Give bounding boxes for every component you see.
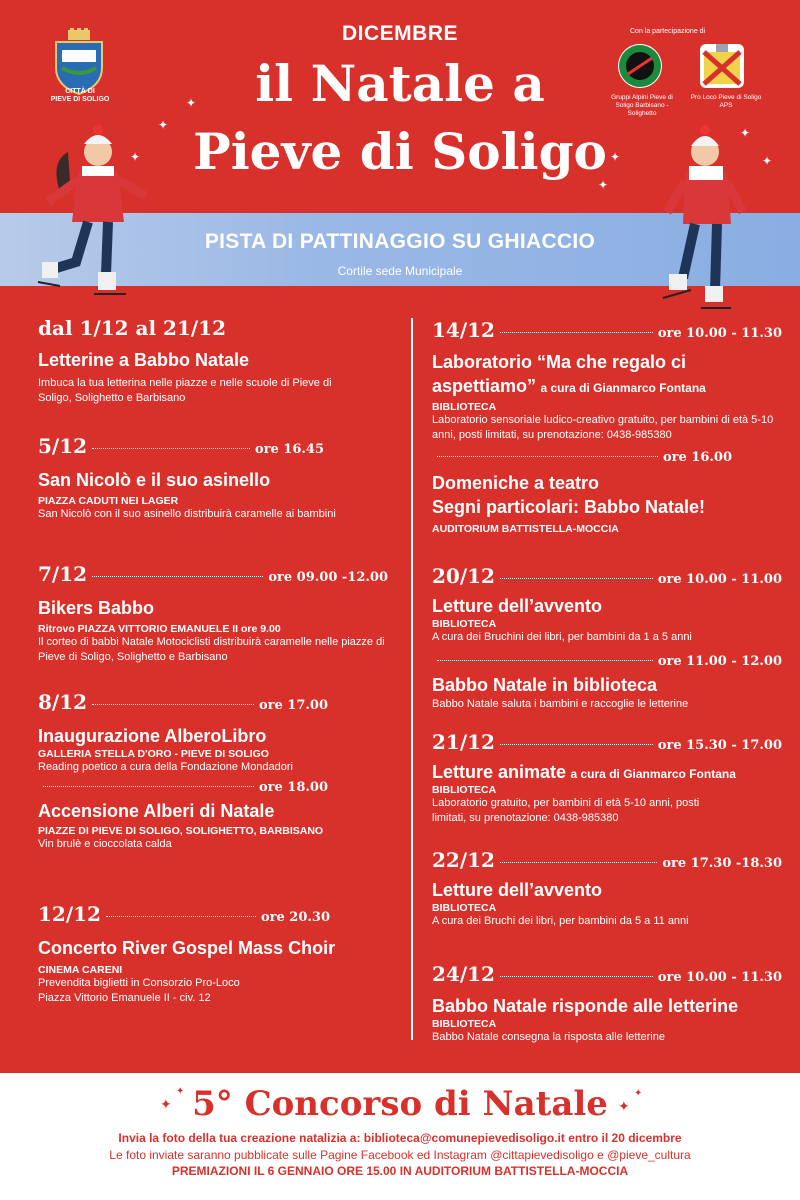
event-title: aspettiamo” bbox=[432, 376, 537, 396]
dotted-leader bbox=[500, 976, 653, 977]
event-item bbox=[432, 730, 782, 826]
star-icon: ✦ bbox=[176, 1086, 185, 1097]
star-icon: ✦ bbox=[598, 178, 609, 192]
star-icon: ✦ bbox=[634, 1088, 643, 1099]
column-divider bbox=[411, 318, 413, 1040]
event-description: Il corteo di babbi Natale Motociclisti distribuirà caramelle nelle piazze di Pieve di Soligo, Solighetto e Barbisano bbox=[38, 636, 385, 663]
event-title: Letture animate bbox=[432, 762, 567, 782]
event-place: GALLERIA STELLA D'ORO - PIEVE DI SOLIGO bbox=[38, 748, 269, 760]
dotted-leader bbox=[92, 704, 254, 705]
star-icon: ✦ bbox=[186, 96, 197, 110]
event-place: PIAZZA CADUTI NEI LAGER bbox=[38, 495, 179, 507]
event-date: 24/12 bbox=[432, 962, 495, 986]
event-time: ore 17.00 bbox=[258, 698, 328, 713]
event-item bbox=[432, 564, 782, 645]
event-title: Letterine a Babbo Natale bbox=[38, 350, 250, 370]
event-place: AUDITORIUM BATTISTELLA-MOCCIA bbox=[432, 523, 619, 535]
dotted-leader bbox=[500, 862, 657, 863]
event-date-row bbox=[38, 434, 324, 458]
dotted-leader bbox=[92, 448, 250, 449]
partner2-caption: Pro Loco Pieve di Soligo APS bbox=[690, 94, 762, 109]
event-time: ore 16.45 bbox=[254, 442, 324, 457]
contest-instructions: Invia la foto della tua creazione natalizia a: biblioteca@comunepievedisoligo.it entro il 20 dicembre bbox=[118, 1131, 682, 1145]
event-date: 8/12 bbox=[38, 690, 88, 714]
partner1-caption: Gruppi Alpini Pieve di Soligo Barbisano - Solighetto bbox=[611, 94, 673, 117]
event-item bbox=[432, 450, 782, 535]
event-date-row bbox=[432, 564, 782, 588]
partners-label: Con la partecipazione di bbox=[630, 28, 706, 35]
dotted-leader bbox=[437, 660, 653, 661]
contest-title: 5° Concorso di Natale bbox=[192, 1084, 608, 1124]
event-description: San Nicolò con il suo asinello distribuirà caramelle ai bambini bbox=[38, 508, 336, 520]
event-curator: a cura di Gianmarco Fontana bbox=[540, 381, 706, 395]
event-title: San Nicolò e il suo asinello bbox=[38, 470, 271, 490]
event-title: Bikers Babbo bbox=[38, 598, 155, 618]
event-title: Inaugurazione AlberoLibro bbox=[38, 726, 267, 746]
event-time: ore 17.30 -18.30 bbox=[662, 856, 782, 871]
alpini-logo bbox=[618, 44, 662, 88]
event-place: BIBLIOTECA bbox=[432, 1018, 497, 1030]
crest-caption: CITTÀ DI PIEVE DI SOLIGO bbox=[50, 88, 110, 103]
star-icon: ✦ bbox=[762, 154, 773, 168]
event-time: ore 09.00 -12.00 bbox=[268, 570, 388, 585]
event-title: Letture dell’avvento bbox=[432, 596, 603, 616]
event-item bbox=[432, 848, 782, 929]
event-item bbox=[38, 562, 388, 665]
event-place: PIAZZE DI PIEVE DI SOLIGO, SOLIGHETTO, BARBISANO bbox=[38, 825, 324, 837]
event-date: 22/12 bbox=[432, 848, 495, 872]
event-place: BIBLIOTECA bbox=[432, 401, 497, 413]
event-date-row bbox=[432, 848, 782, 872]
event-title: Laboratorio “Ma che regalo ci bbox=[432, 352, 687, 372]
event-date-row bbox=[38, 902, 330, 926]
star-icon: ✦ bbox=[618, 1098, 630, 1114]
event-curator: a cura di Gianmarco Fontana bbox=[570, 767, 736, 781]
dotted-leader bbox=[500, 744, 653, 745]
star-icon: ✦ bbox=[610, 150, 621, 164]
page-title-line1: il Natale a bbox=[255, 54, 545, 113]
event-title: Letture dell’avvento bbox=[432, 880, 603, 900]
dotted-leader bbox=[437, 456, 658, 457]
event-description: Laboratorio sensoriale ludico-creativo gratuito, per bambini di età 5-10 anni, posti limitati, su prenotazione: 0438-985380 bbox=[432, 414, 774, 441]
event-item bbox=[432, 654, 782, 712]
event-description: Reading poetico a cura della Fondazione Mondadori bbox=[38, 761, 294, 773]
event-title: Babbo Natale in biblioteca bbox=[432, 675, 658, 695]
event-date-row bbox=[432, 962, 782, 986]
event-time: ore 15.30 - 17.00 bbox=[657, 738, 782, 753]
event-title-row bbox=[432, 760, 782, 784]
event-item bbox=[38, 316, 388, 406]
event-description: A cura dei Bruchi dei libri, per bambini da 5 a 11 anni bbox=[432, 915, 689, 927]
event-date-row bbox=[432, 730, 782, 754]
event-item bbox=[432, 318, 782, 443]
event-date: 7/12 bbox=[38, 562, 88, 586]
event-item bbox=[38, 690, 388, 775]
event-time-row bbox=[38, 780, 328, 795]
event-item bbox=[38, 902, 388, 1006]
event-place: BIBLIOTECA bbox=[432, 618, 497, 630]
event-time: ore 11.00 - 12.00 bbox=[657, 654, 782, 669]
event-description: Babbo Natale consegna la risposta alle letterine bbox=[432, 1031, 665, 1043]
dotted-leader bbox=[106, 916, 256, 917]
banner-subtitle: Cortile sede Municipale bbox=[337, 264, 463, 278]
event-time: ore 16.00 bbox=[662, 450, 732, 465]
event-title: Accensione Alberi di Natale bbox=[38, 801, 275, 821]
event-time: ore 20.30 bbox=[260, 910, 330, 925]
event-date-row bbox=[38, 690, 328, 714]
event-item bbox=[38, 434, 388, 522]
event-time: ore 10.00 - 11.00 bbox=[657, 572, 782, 587]
event-description: Piazza Vittorio Emanuele II - civ. 12 bbox=[38, 992, 211, 1004]
event-date: 20/12 bbox=[432, 564, 495, 588]
event-place: Ritrovo PIAZZA VITTORIO EMANUELE II ore 9.00 bbox=[38, 623, 281, 635]
event-place: CINEMA CARENI bbox=[38, 964, 123, 976]
event-description: A cura dei Bruchini dei libri, per bambini da 1 a 5 anni bbox=[432, 631, 692, 643]
event-date-row bbox=[432, 318, 782, 342]
event-title: Segni particolari: Babbo Natale! bbox=[432, 497, 706, 517]
banner-title: PISTA DI PATTINAGGIO SU GHIACCIO bbox=[204, 230, 596, 253]
page-title-line2: Pieve di Soligo bbox=[193, 122, 607, 181]
event-title-line2 bbox=[432, 374, 782, 398]
event-time-row bbox=[432, 654, 782, 669]
star-icon: ✦ bbox=[130, 150, 141, 164]
event-date: dal 1/12 al 21/12 bbox=[38, 316, 227, 340]
event-title: Domeniche a teatro bbox=[432, 473, 600, 493]
event-place: BIBLIOTECA bbox=[432, 902, 497, 914]
event-description: Imbuca la tua letterina nelle piazze e nelle scuole di Pieve di Soligo, Solighetto e Barbisano bbox=[38, 377, 332, 404]
skater-boy-illustration bbox=[645, 122, 775, 312]
event-description: Babbo Natale saluta i bambini e raccoglie le letterine bbox=[432, 698, 689, 710]
event-date: 5/12 bbox=[38, 434, 88, 458]
dotted-leader bbox=[92, 576, 263, 577]
dotted-leader bbox=[500, 332, 653, 333]
star-icon: ✦ bbox=[158, 118, 169, 132]
event-date: 21/12 bbox=[432, 730, 495, 754]
contest-social-info: Le foto inviate saranno pubblicate sulle Pagine Facebook ed Instagram @cittapievedisoligo e @pieve_cultura bbox=[109, 1148, 691, 1162]
month-heading: DICEMBRE bbox=[341, 22, 458, 45]
event-title: Babbo Natale risponde alle letterine bbox=[432, 996, 739, 1016]
event-time: ore 10.00 - 11.30 bbox=[657, 970, 782, 985]
event-time: ore 10.00 - 11.30 bbox=[657, 326, 782, 341]
event-item bbox=[38, 780, 388, 852]
contest-awards: PREMIAZIONI IL 6 GENNAIO ORE 15.00 IN AUDITORIUM BATTISTELLA-MOCCIA bbox=[171, 1164, 629, 1178]
dotted-leader bbox=[500, 578, 653, 579]
event-item bbox=[432, 962, 782, 1045]
star-icon: ✦ bbox=[740, 126, 751, 140]
event-title: Concerto River Gospel Mass Choir bbox=[38, 938, 336, 958]
event-time: ore 18.00 bbox=[258, 780, 328, 795]
event-place: BIBLIOTECA bbox=[432, 784, 497, 796]
event-description: Vin brulè e cioccolata calda bbox=[38, 838, 172, 850]
event-date: 12/12 bbox=[38, 902, 101, 926]
event-time-row bbox=[432, 450, 732, 465]
event-date: 14/12 bbox=[432, 318, 495, 342]
dotted-leader bbox=[43, 786, 254, 787]
pro-loco-logo bbox=[700, 44, 744, 88]
event-date-row bbox=[38, 562, 388, 586]
star-icon: ✦ bbox=[160, 1096, 172, 1112]
event-description: Laboratorio gratuito, per bambini di età 5-10 anni, posti limitati, su prenotazione: 0438-985380 bbox=[432, 797, 700, 824]
event-description: Prevendita biglietti in Consorzio Pro-Loco bbox=[38, 977, 240, 989]
